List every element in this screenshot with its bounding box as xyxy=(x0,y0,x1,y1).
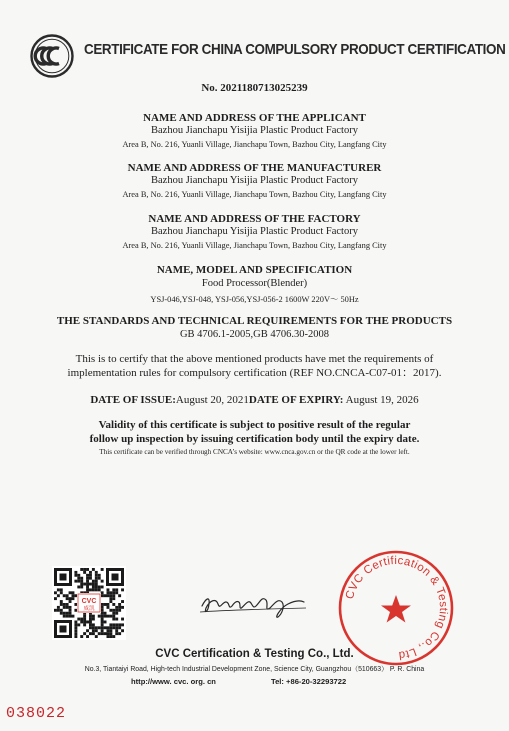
factory-address: Area B, No. 216, Yuanli Village, Jianchapu Town, Bazhou City, Langfang City xyxy=(122,241,387,250)
certificate-header xyxy=(30,34,506,84)
product-models: YSJ-046,YSJ-048, YSJ-056,YSJ-056-2 1600W 220V～ 50Hz xyxy=(150,295,359,304)
issuer-address: No.3, Tiantaiyi Road, High-tech Industrial Development Zone, Science City, Guangzhou（510663） P. R. China xyxy=(84,666,425,673)
seal-text: CVC Certification & Testing Co., Ltd xyxy=(343,554,450,662)
standards-heading: THE STANDARDS AND TECHNICAL REQUIREMENTS FOR THE PRODUCTS xyxy=(56,315,453,327)
applicant-heading: NAME AND ADDRESS OF THE APPLICANT xyxy=(143,112,366,124)
expiry-date: August 19, 2026 xyxy=(343,394,419,406)
certificate-title: CERTIFICATE FOR CHINA COMPULSORY PRODUCT CERTIFICATION xyxy=(84,42,506,58)
factory-heading: NAME AND ADDRESS OF THE FACTORY xyxy=(148,213,361,225)
signature xyxy=(196,584,312,620)
certify-line-1: This is to certify that the above mentioned products have met the requirements of xyxy=(75,353,434,365)
verification-note: This certificate can be verified through CNCA’s website: www.cnca.gov.cn or the QR code at the lower left. xyxy=(99,448,410,456)
serial-number: 038022 xyxy=(6,705,67,722)
ccc-logo xyxy=(30,34,74,78)
manufacturer-name: Bazhou Jianchapu Yisijia Plastic Product Factory xyxy=(151,175,358,186)
qr-code[interactable] xyxy=(52,566,126,640)
validity-line-2: follow up inspection by issuing certification body until the expiry date. xyxy=(89,433,420,445)
certificate-number: No. 2021180713025239 xyxy=(201,82,308,94)
validity-line-1: Validity of this certificate is subject to positive result of the regular xyxy=(98,419,411,431)
product-heading: NAME, MODEL AND SPECIFICATION xyxy=(156,264,353,276)
issuer-name: CVC Certification & Testing Co., Ltd. xyxy=(155,648,354,660)
standards-list: GB 4706.1-2005,GB 4706.30-2008 xyxy=(179,329,330,340)
manufacturer-address: Area B, No. 216, Yuanli Village, Jianchapu Town, Bazhou City, Langfang City xyxy=(122,190,387,199)
product-name: Food Processor(Blender) xyxy=(201,278,308,289)
issue-label: DATE OF ISSUE: xyxy=(90,394,176,406)
manufacturer-heading: NAME AND ADDRESS OF THE MANUFACTURER xyxy=(127,162,382,174)
applicant-name: Bazhou Jianchapu Yisijia Plastic Product Factory xyxy=(151,125,358,136)
applicant-address: Area B, No. 216, Yuanli Village, Jianchapu Town, Bazhou City, Langfang City xyxy=(122,140,387,149)
issuer-phone: Tel: +86-20-32293722 xyxy=(271,677,347,686)
dates-line xyxy=(0,394,509,406)
seal-star-icon xyxy=(381,595,411,623)
issue-date: August 20, 2021 xyxy=(175,394,249,406)
expiry-label: DATE OF EXPIRY: xyxy=(248,394,344,406)
qr-center-logo: CVC xyxy=(81,598,97,605)
certify-line-2: implementation rules for compulsory certification (REF NO.CNCA-C07-01：2017). xyxy=(67,367,442,379)
issuer-website[interactable]: http://www. cvc. org. cn xyxy=(131,677,216,686)
factory-name: Bazhou Jianchapu Yisijia Plastic Product Factory xyxy=(151,226,358,237)
qr-center-subtext: 威凯 xyxy=(83,606,95,612)
